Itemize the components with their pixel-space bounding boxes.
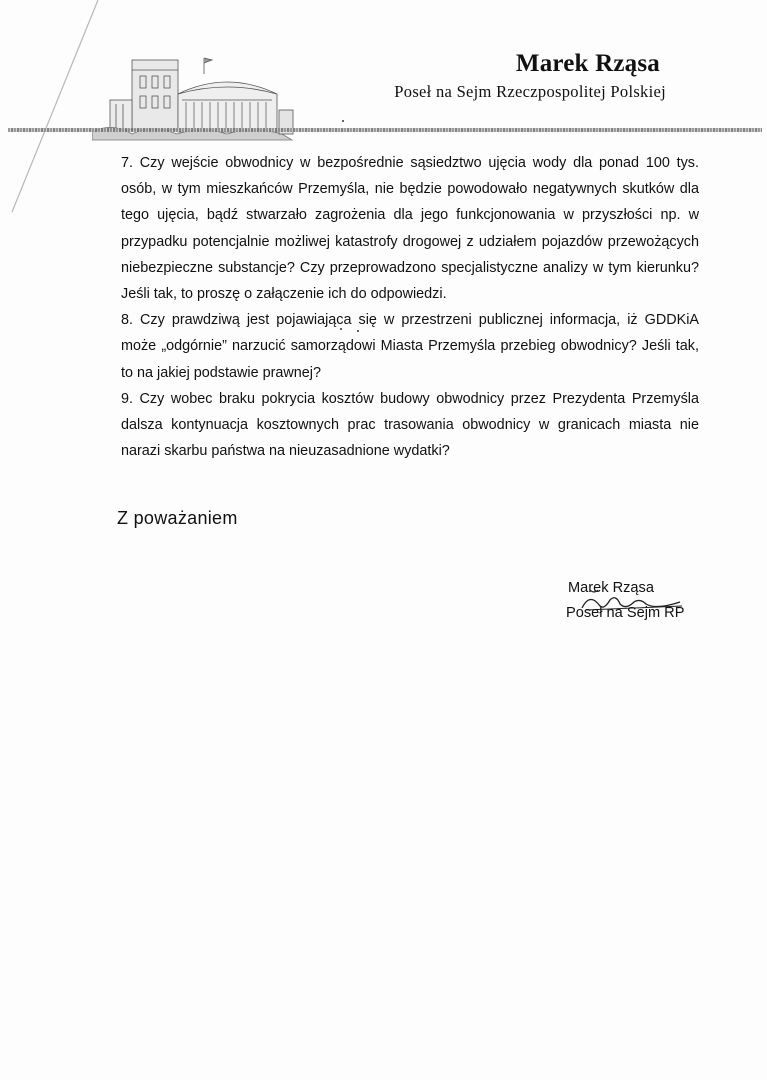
scan-speck (357, 330, 359, 332)
closing-phrase: Z poważaniem (117, 508, 238, 528)
author-name: Marek Rząsa (515, 50, 660, 77)
question-7: 7. Czy wejście obwodnicy w bezpośrednie sąsiedztwo ujęcia wody dla ponad 100 tys. osób, w tym mieszkańców Przemyśla, nie będzie powodowało negatywnych skutków dla tego ujęcia, bądź stwarzało zagrożenia dla jego funkcjonowania w przyszłości np. w przypadku potencjalnie możliwej katastrofy drogowej z udziałem pojazdów przewożących niebezpieczne substancje? Czy przeprowadzono specjalistyczne analizy w tym kierunku? Jeśli tak, to proszę o załączenie ich do odpowiedzi. (121, 155, 699, 303)
scan-speck (342, 120, 344, 122)
header-divider (8, 128, 762, 132)
author-role: Poseł na Sejm Rzeczpospolitej Polskiej (394, 82, 666, 101)
question-9: 9. Czy wobec braku pokrycia kosztów budowy obwodnicy przez Prezydenta Przemyśla dalsza kontynuacja kosztownych prac trasowania obwodnicy w granicach miasta nie narazi skarbu państwa na nieuzasadnione wydatki? (121, 390, 699, 460)
letter-body (121, 150, 699, 464)
signature-name: Marek Rząsa (568, 580, 654, 596)
signature-role: Poseł na Sejm RP (566, 605, 685, 621)
scan-speck (340, 328, 342, 330)
question-8: 8. Czy prawdziwą jest pojawiająca się w przestrzeni publicznej informacja, iż GDDKiA może „odgórnie” narzucić samorządowi Miasta Przemyśla przebieg obwodnicy? Jeśli tak, to na jakiej podstawie prawnej? (121, 312, 699, 381)
